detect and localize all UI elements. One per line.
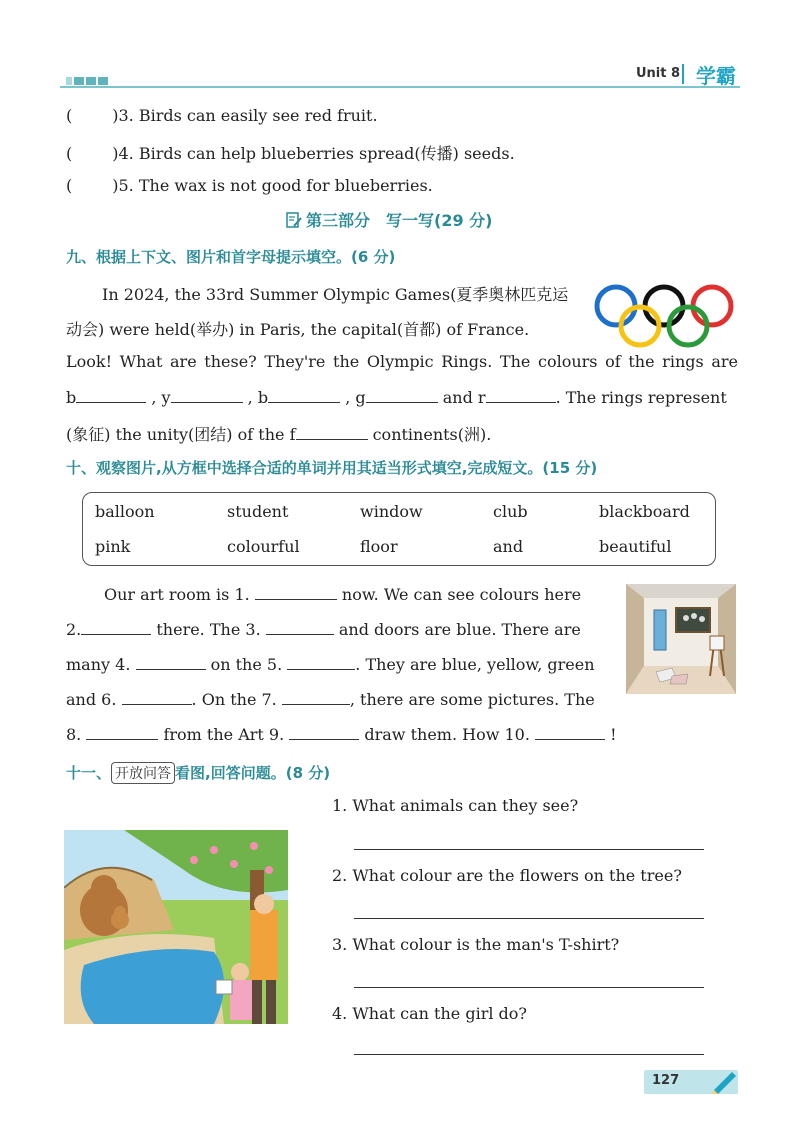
blank-4[interactable] (136, 654, 206, 670)
open-answer-tag: 开放问答 (111, 762, 175, 784)
q11-question-1: 1. What animals can they see? (332, 796, 579, 815)
blank-8[interactable] (86, 724, 158, 740)
blank-black[interactable] (268, 387, 340, 403)
blank-1[interactable] (255, 584, 337, 600)
zoo-scene-image (64, 830, 288, 1024)
blank-red[interactable] (486, 387, 556, 403)
word: pink (95, 537, 131, 556)
q9-line-4: b , y , b , g and r . The rings represent (66, 388, 727, 407)
blank-9[interactable] (289, 724, 359, 740)
q9-title: 九、根据上下文、图片和首字母提示填空。(6 分) (66, 248, 396, 266)
blank-6[interactable] (122, 689, 192, 705)
word-box (82, 492, 716, 566)
word: window (360, 502, 423, 521)
word: blackboard (599, 502, 690, 521)
pencil-note-icon (285, 211, 303, 229)
answer-line-1[interactable] (354, 849, 704, 850)
blank-blue[interactable] (76, 387, 146, 403)
q11-question-4: 4. What can the girl do? (332, 1004, 527, 1023)
blank-5[interactable] (287, 654, 355, 670)
blank-2[interactable] (81, 619, 151, 635)
brand-logo: 学霸 (696, 64, 736, 88)
tf-item-4 (66, 141, 515, 164)
word: and (493, 537, 524, 556)
q10-line-1: Our art room is 1. now. We can see colours here (104, 585, 582, 604)
brand-separator (682, 64, 684, 84)
answer-line-4[interactable] (354, 1054, 704, 1055)
q9-line-5: (象征) the unity(团结) of the f continents(洲). (66, 425, 492, 444)
tf-item-3 (66, 106, 378, 125)
word: floor (360, 537, 398, 556)
blank-green[interactable] (366, 387, 438, 403)
pencil-icon (710, 1070, 738, 1094)
art-room-image (626, 584, 736, 694)
blank-yellow[interactable] (171, 387, 243, 403)
olympic-rings-image (592, 282, 738, 352)
header-rule (60, 86, 740, 88)
tf-paren: ( (66, 176, 73, 195)
word: balloon (95, 502, 155, 521)
blank-7[interactable] (282, 689, 350, 705)
page-number: 127 (652, 1073, 680, 1088)
ring-blue (597, 287, 635, 325)
ring-red (693, 287, 731, 325)
answer-line-3[interactable] (354, 987, 704, 988)
q11-question-3: 3. What colour is the man's T-shirt? (332, 935, 620, 954)
tf-item-5 (66, 176, 433, 195)
word: colourful (227, 537, 300, 556)
tf-text: )5. The wax is not good for blueberries. (112, 176, 433, 195)
unit-label: Unit 8 (635, 66, 680, 81)
q10-title: 十、观察图片,从方框中选择合适的单词并用其适当形式填空,完成短文。(15 分) (66, 459, 598, 477)
blank-10[interactable] (535, 724, 605, 740)
ring-yellow (621, 307, 659, 345)
q9-line-1: In 2024, the 33rd Summer Olympic Games(夏季奥林匹克运 (102, 285, 569, 304)
ring-black (645, 287, 683, 325)
blank-3[interactable] (266, 619, 334, 635)
q11-title: 十一、 开放问答 看图,回答问题。(8 分) (66, 764, 331, 782)
answer-line-2[interactable] (354, 918, 704, 919)
tf-paren: ( (66, 106, 73, 125)
tf-text: )3. Birds can easily see red fruit. (112, 106, 378, 125)
q10-line-2: 2. there. The 3. and doors are blue. There are (66, 620, 581, 639)
q10-line-4: and 6. . On the 7. , there are some pictures. The (66, 690, 595, 709)
q9-line-2: 动会) were held(举办) in Paris, the capital(首都) of France. (66, 320, 530, 339)
word: student (227, 502, 289, 521)
q10-line-3: many 4. on the 5. . They are blue, yellow, green (66, 655, 595, 674)
word: club (493, 502, 528, 521)
word: beautiful (599, 537, 672, 556)
q9-line-3: Look! What are these? They're the Olympic Rings. The colours of the rings are (66, 352, 738, 371)
tf-paren: ( (66, 144, 73, 163)
q10-line-5: 8. from the Art 9. draw them. How 10. ! (66, 725, 617, 744)
tf-text: )4. Birds can help blueberries spread(传播) seeds. (112, 144, 515, 163)
blank-five[interactable] (296, 424, 368, 440)
ring-green (669, 307, 707, 345)
section-title: 第三部分 写一写(29 分) (285, 208, 492, 231)
q11-question-2: 2. What colour are the flowers on the tree? (332, 866, 682, 885)
